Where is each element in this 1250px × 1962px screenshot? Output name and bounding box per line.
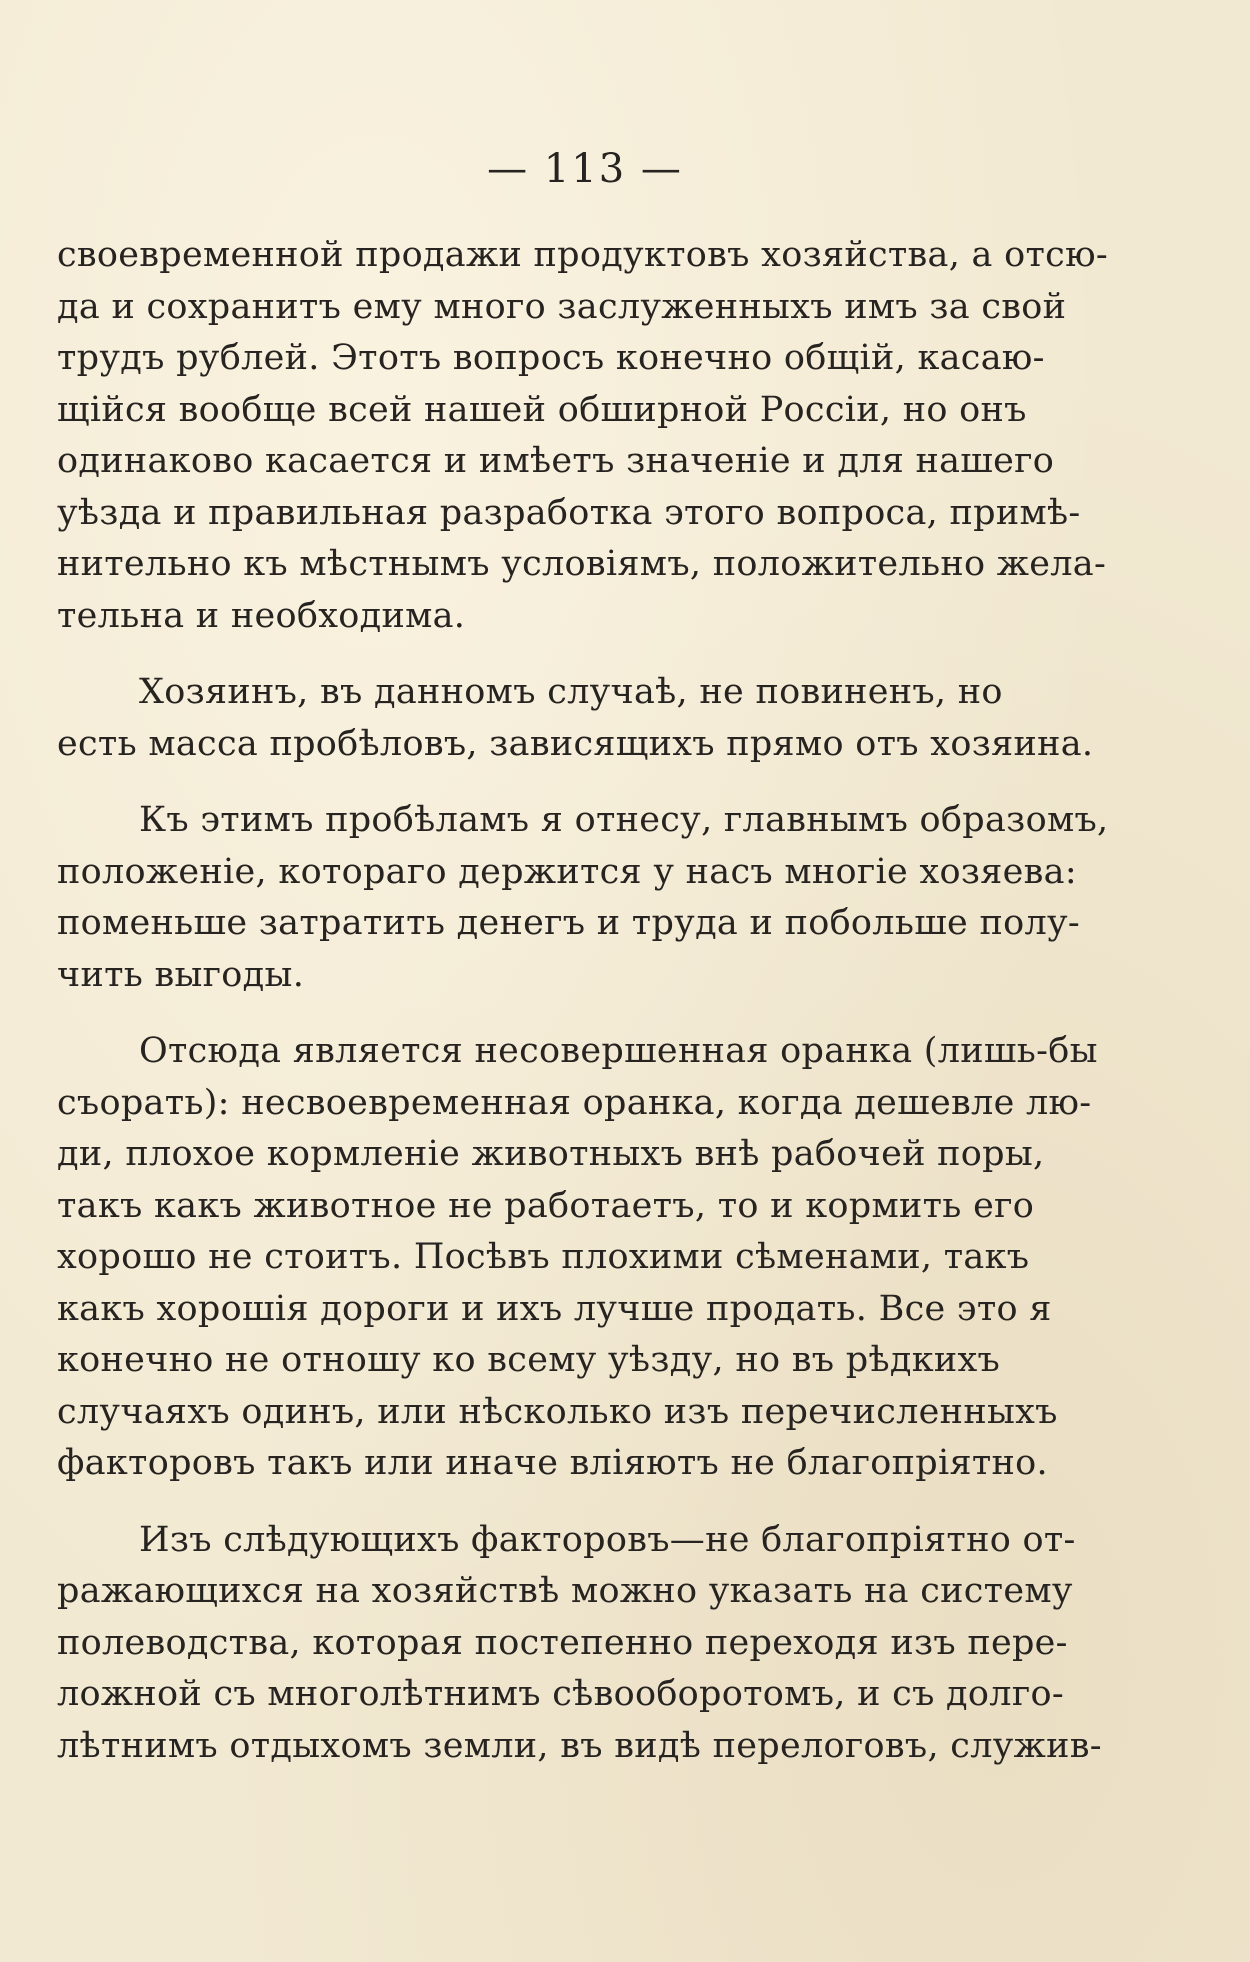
text-line: лѣтнимъ отдыхомъ земли, въ видѣ перелоговъ, служив- bbox=[57, 1725, 1102, 1766]
body-text bbox=[57, 230, 1109, 1772]
text-line: есть масса пробѣловъ, зависящихъ прямо отъ хозяина. bbox=[57, 723, 1094, 764]
text-line: тельна и необходима. bbox=[57, 595, 466, 636]
text-line: поменьше затратить денегъ и труда и побольше полу- bbox=[57, 903, 1081, 943]
paragraph bbox=[57, 230, 1108, 642]
text-line: случаяхъ одинъ, или нѣсколько изъ перечисленныхъ bbox=[57, 1391, 1058, 1432]
text-line: Хозяинъ, въ данномъ случаѣ, не повиненъ, но bbox=[139, 672, 1003, 712]
text-line: трудъ рублей. Этотъ вопросъ конечно общій, касаю- bbox=[57, 338, 1045, 378]
text-line: да и сохранитъ ему много заслуженныхъ имъ за свой bbox=[57, 286, 1067, 327]
paragraph bbox=[57, 1515, 1102, 1773]
paragraph bbox=[57, 795, 1109, 1001]
text-line: своевременной продажи продуктовъ хозяйства, а отсю- bbox=[57, 235, 1108, 275]
page-number: — 113 — bbox=[487, 146, 683, 192]
text-line: ди, плохое кормленіе животныхъ внѣ рабочей поры, bbox=[57, 1134, 1045, 1174]
paragraph bbox=[57, 1026, 1098, 1490]
text-line: одинаково касается и имѣетъ значеніе и для нашего bbox=[57, 441, 1055, 481]
text-line: чить выгоды. bbox=[57, 954, 305, 995]
text-line: хорошо не стоитъ. Посѣвъ плохими сѣменами, такъ bbox=[57, 1237, 1030, 1277]
text-line: Отсюда является несовершенная оранка (лишь-бы bbox=[139, 1031, 1098, 1071]
text-line: полеводства, которая постепенно переходя изъ пере- bbox=[57, 1622, 1068, 1663]
text-line: ражающихся на хозяйствѣ можно указать на систему bbox=[57, 1571, 1073, 1611]
text-line: факторовъ такъ или иначе вліяютъ не благопріятно. bbox=[57, 1443, 1048, 1483]
text-line: конечно не отношу ко всему уѣзду, но въ рѣдкихъ bbox=[57, 1340, 1001, 1380]
paragraph bbox=[57, 667, 1094, 770]
text-line: какъ хорошія дороги и ихъ лучше продать. Все это я bbox=[57, 1288, 1052, 1329]
text-line: Къ этимъ пробѣламъ я отнесу, главнымъ образомъ, bbox=[139, 800, 1109, 840]
text-line: Изъ слѣдующихъ факторовъ—не благопріятно от- bbox=[139, 1519, 1076, 1560]
text-line: положеніе, котораго держится у насъ многіе хозяева: bbox=[57, 851, 1077, 892]
text-line: уѣзда и правильная разработка этого вопроса, примѣ- bbox=[57, 492, 1081, 533]
text-line: такъ какъ животное не работаетъ, то и кормить его bbox=[57, 1185, 1035, 1226]
text-line: ложной съ многолѣтнимъ сѣвооборотомъ, и съ долго- bbox=[57, 1674, 1064, 1714]
text-line: нительно къ мѣстнымъ условіямъ, положительно жела- bbox=[57, 544, 1107, 584]
text-line: съорать): несвоевременная оранка, когда дешевле лю- bbox=[57, 1082, 1092, 1123]
text-line: щійся вообще всей нашей обширной Россіи, но онъ bbox=[57, 389, 1027, 430]
